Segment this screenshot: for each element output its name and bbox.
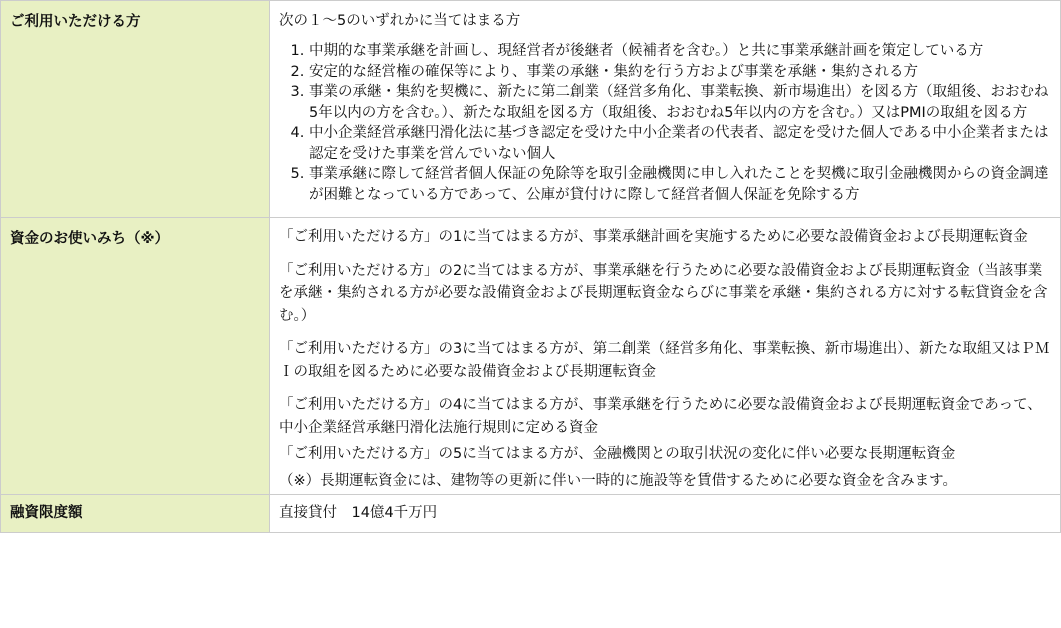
- usage-content: [270, 218, 1061, 495]
- eligible-row: [1, 1, 1061, 218]
- usage-paragraph-1: 「ご利用いただける方」の1に当てはまる方が、事業承継計画を実施するために必要な設備資金および長期運転資金: [279, 229, 1028, 245]
- usage-label: 資金のお使いみち（※）: [1, 218, 270, 495]
- usage-paragraph-2: 「ご利用いただける方」の2に当てはまる方が、事業承継を行うために必要な設備資金および長期運転資金（当該事業を承継・集約される方が必要な設備資金および長期運転資金ならびに事業を承継・集約される方に対する転貸資金を含む。）: [279, 262, 1048, 324]
- eligible-item-1: 1. 中期的な事業承継を計画し、現経営者が後継者（候補者を含む。）と共に事業承継計画を策定している方: [309, 41, 1056, 62]
- eligible-list: [279, 41, 1056, 205]
- eligible-item-3: 3. 事業の承継・集約を契機に、新たに第二創業（経営多角化、事業転換、新市場進出）を図る方（取組後、おおむね5年以内の方を含む。）、新たな取組を図る方（取組後、おおむね5年以内の方を含む。）又はPMIの取組を図る方: [309, 82, 1056, 123]
- usage-note: （※）長期運転資金には、建物等の更新に伴い一時的に施設等を賃借するために必要な資金を含みます。: [279, 472, 957, 489]
- eligible-label: ご利用いただける方: [1, 1, 270, 218]
- eligible-item-4: 4. 中小企業経営承継円滑化法に基づき認定を受けた中小企業者の代表者、認定を受けた個人である中小企業者または認定を受けた事業を営んでいない個人: [309, 123, 1056, 164]
- limit-value: 直接貸付 14億4千万円: [270, 495, 1061, 533]
- usage-row: [1, 218, 1061, 495]
- usage-paragraph-5: 「ご利用いただける方」の5に当てはまる方が、金融機関との取引状況の変化に伴い必要な長期運転資金: [279, 446, 956, 462]
- eligible-item-2: 2. 安定的な経営権の確保等により、事業の承継・集約を行う方および事業を承継・集約される方: [309, 62, 1056, 83]
- eligible-item-5: 5. 事業承継に際して経営者個人保証の免除等を取引金融機関に申し入れたことを契機に取引金融機関からの資金調達が困難となっている方であって、公庫が貸付けに際して経営者個人保証を免除する方: [309, 164, 1056, 205]
- eligible-intro: 次の１～5のいずれかに当てはまる方: [279, 13, 521, 29]
- usage-paragraph-3: 「ご利用いただける方」の3に当てはまる方が、第二創業（経営多角化、事業転換、新市場進出）、新たな取組又はＰＭＩの取組を図るために必要な設備資金および長期運転資金: [279, 341, 1050, 380]
- eligible-content: [270, 1, 1061, 218]
- limit-row: [1, 495, 1061, 533]
- limit-label: 融資限度額: [1, 495, 270, 533]
- usage-paragraph-4: 「ご利用いただける方」の4に当てはまる方が、事業承継を行うために必要な設備資金および長期運転資金であって、中小企業経営承継円滑化法施行規則に定める資金: [279, 397, 1042, 436]
